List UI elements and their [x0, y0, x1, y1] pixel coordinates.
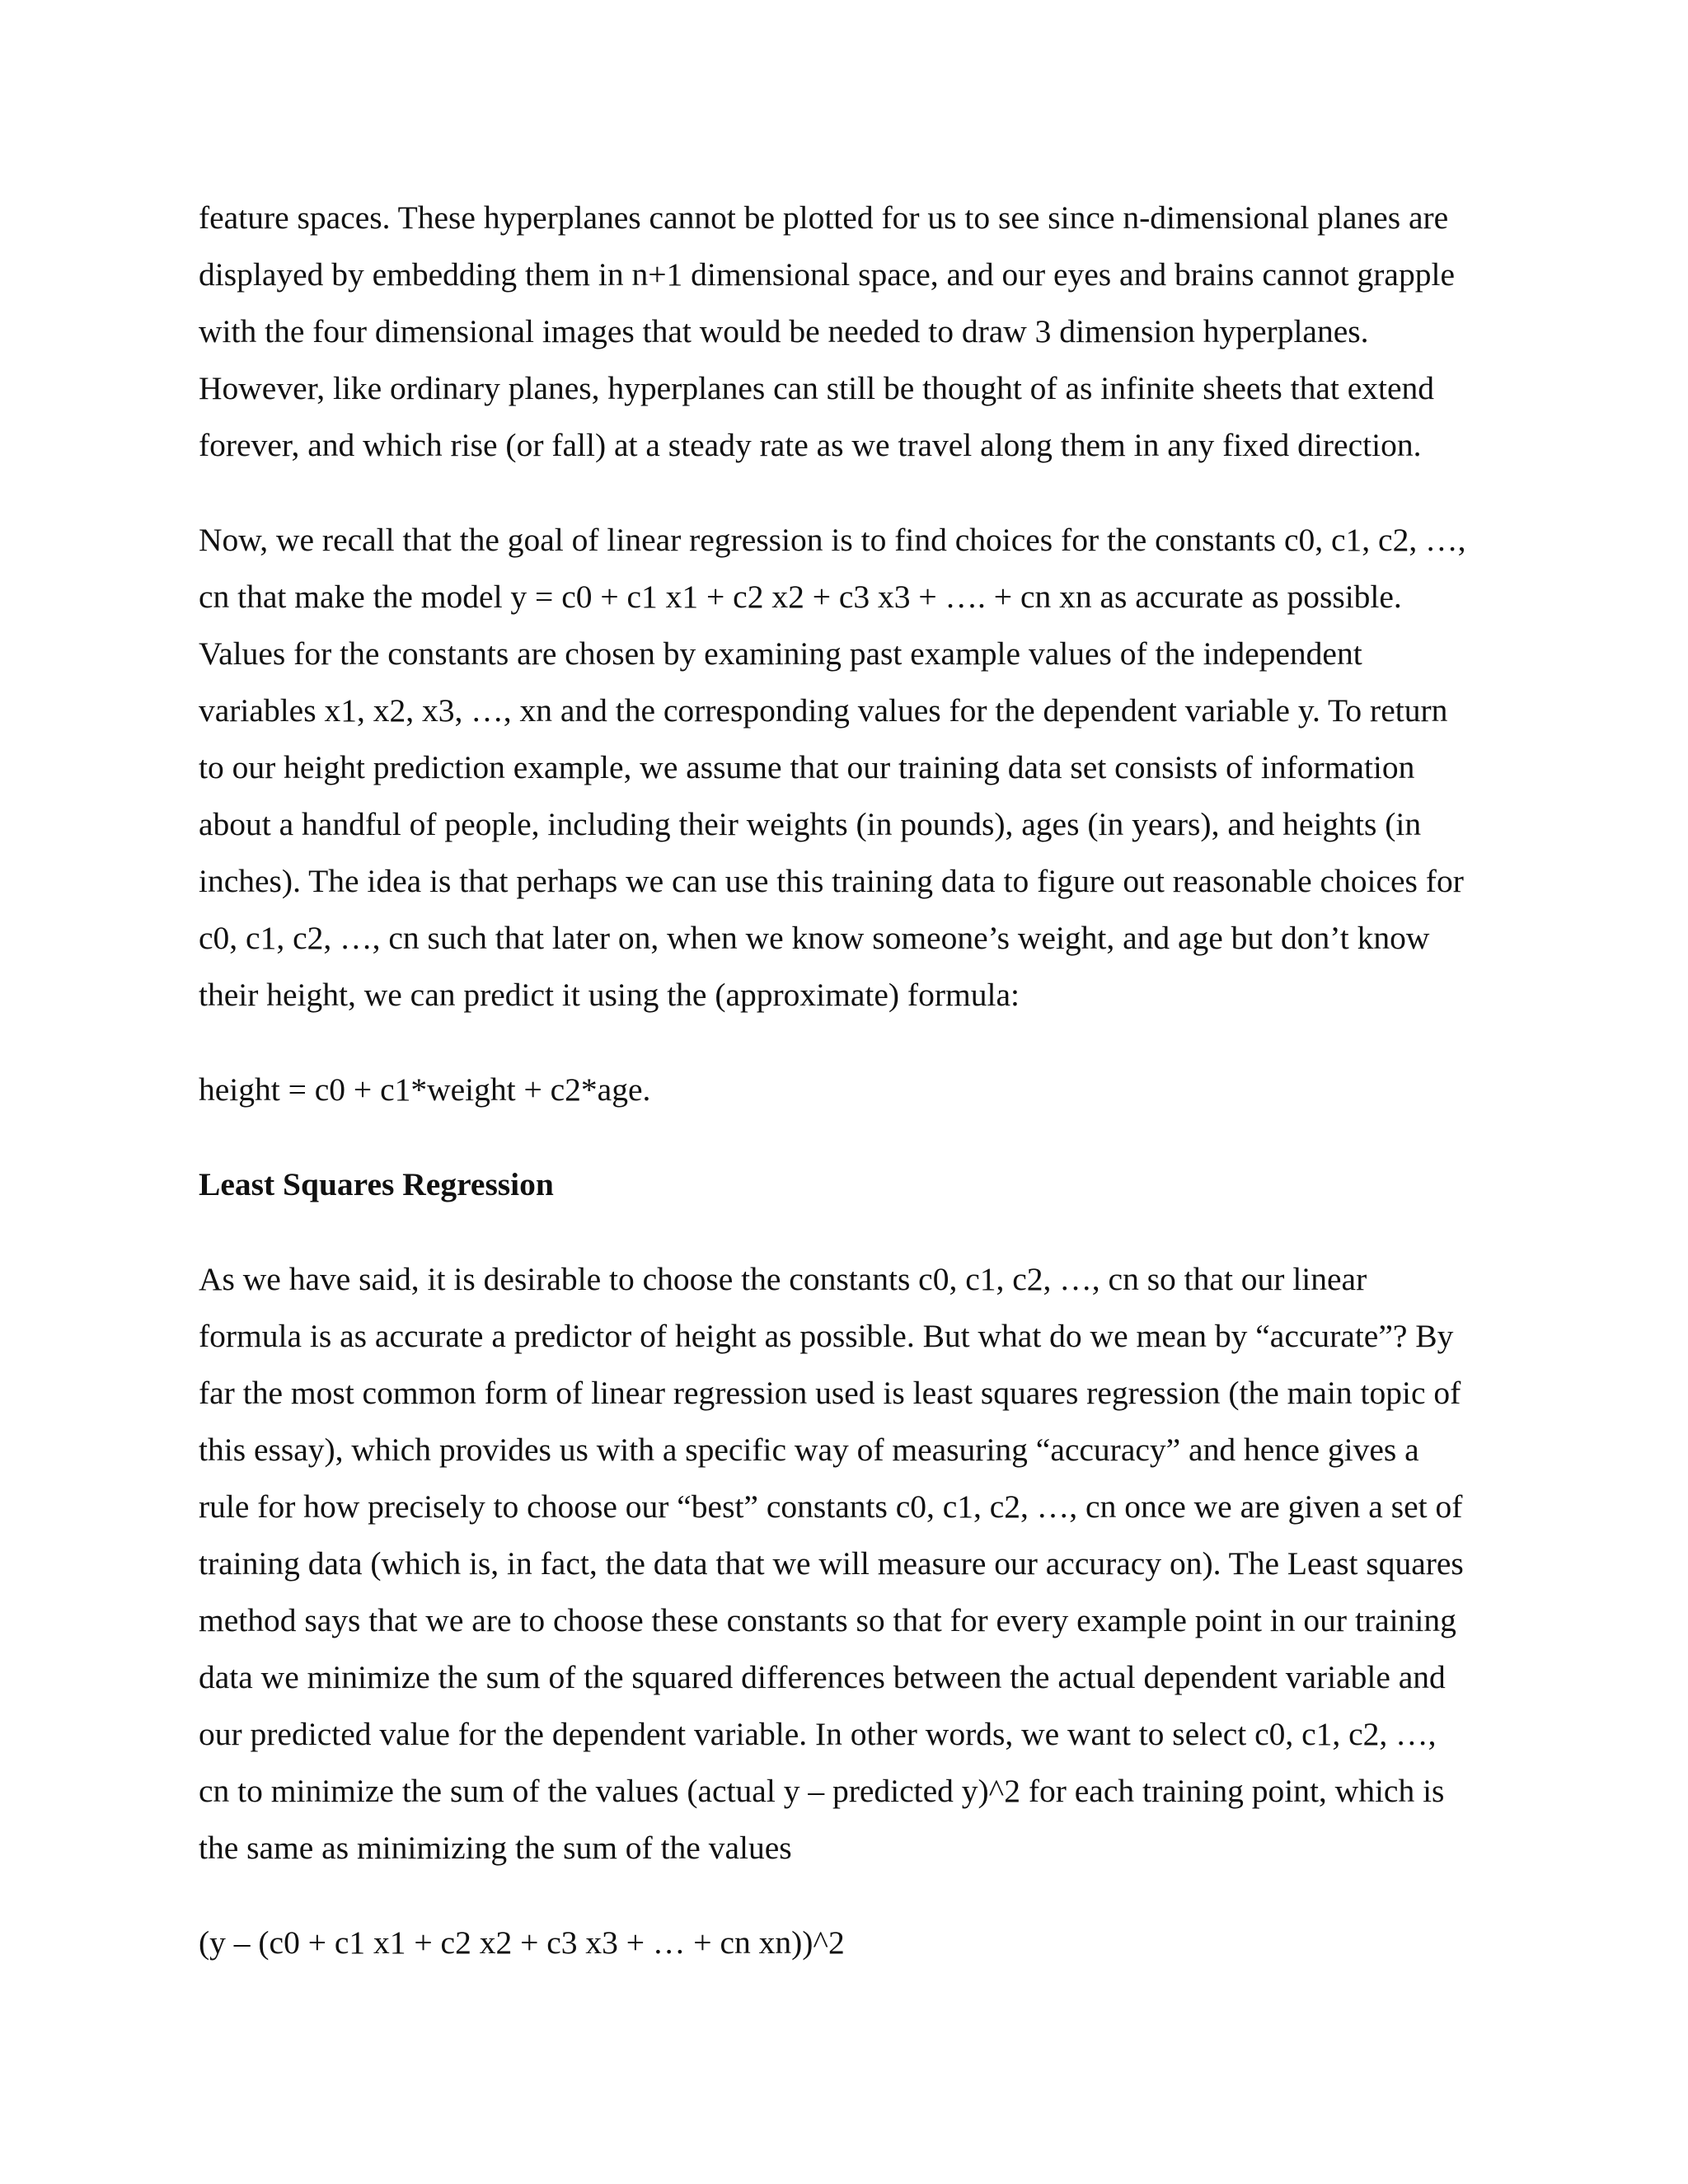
paragraph-linear-regression-goal: [199, 512, 1501, 1024]
text-line: our predicted value for the dependent variable. In other words, we want to select c0, c1, c2, …,: [199, 1716, 1437, 1752]
section-heading: [199, 1156, 1501, 1213]
text-line: cn that make the model y = c0 + c1 x1 + c2 x2 + c3 x3 + …. + cn xn as accurate as possible.: [199, 579, 1402, 615]
paragraph-hyperplanes: [199, 190, 1501, 474]
text-line: far the most common form of linear regression used is least squares regression (the main topic of: [199, 1375, 1461, 1411]
document-body: [199, 190, 1501, 2009]
text-line: with the four dimensional images that would be needed to draw 3 dimension hyperplanes.: [199, 313, 1369, 349]
text-line: feature spaces. These hyperplanes cannot be plotted for us to see since n-dimensional planes are: [199, 199, 1449, 236]
text-line: to our height prediction example, we assume that our training data set consists of information: [199, 749, 1415, 785]
formula-text: (y – (c0 + c1 x1 + c2 x2 + c3 x3 + … + cn xn))^2: [199, 1924, 845, 1961]
heading-text: Least Squares Regression: [199, 1166, 554, 1202]
text-line: forever, and which rise (or fall) at a steady rate as we travel along them in any fixed direction.: [199, 427, 1422, 463]
text-line: c0, c1, c2, …, cn such that later on, when we know someone’s weight, and age but don’t know: [199, 920, 1430, 956]
text-line: inches). The idea is that perhaps we can use this training data to figure out reasonable choices for: [199, 863, 1464, 899]
text-line: data we minimize the sum of the squared differences between the actual dependent variable and: [199, 1659, 1446, 1695]
text-line: method says that we are to choose these constants so that for every example point in our training: [199, 1602, 1456, 1638]
paragraph-least-squares: [199, 1251, 1501, 1877]
text-line: Values for the constants are chosen by examining past example values of the independent: [199, 635, 1362, 672]
text-line: their height, we can predict it using the (approximate) formula:: [199, 977, 1020, 1013]
formula-height: [199, 1062, 1501, 1118]
text-line: variables x1, x2, x3, …, xn and the corresponding values for the dependent variable y. To return: [199, 692, 1448, 729]
text-line: Now, we recall that the goal of linear regression is to find choices for the constants c0, c1, c2, …,: [199, 522, 1466, 558]
text-line: this essay), which provides us with a specific way of measuring “accuracy” and hence gives a: [199, 1432, 1419, 1468]
text-line: cn to minimize the sum of the values (actual y – predicted y)^2 for each training point, which is: [199, 1773, 1445, 1809]
text-line: As we have said, it is desirable to choose the constants c0, c1, c2, …, cn so that our linear: [199, 1261, 1367, 1297]
text-line: training data (which is, in fact, the data that we will measure our accuracy on). The Least squares: [199, 1545, 1464, 1582]
text-line: the same as minimizing the sum of the values: [199, 1830, 792, 1866]
text-line: rule for how precisely to choose our “best” constants c0, c1, c2, …, cn once we are given a set of: [199, 1488, 1463, 1525]
formula-text: height = c0 + c1*weight + c2*age.: [199, 1071, 651, 1108]
formula-squared-error: [199, 1915, 1501, 1971]
text-line: formula is as accurate a predictor of height as possible. But what do we mean by “accurate”? By: [199, 1318, 1454, 1354]
text-line: However, like ordinary planes, hyperplanes can still be thought of as infinite sheets that extend: [199, 370, 1434, 406]
text-line: displayed by embedding them in n+1 dimensional space, and our eyes and brains cannot grapple: [199, 256, 1455, 293]
text-line: about a handful of people, including their weights (in pounds), ages (in years), and heights (in: [199, 806, 1422, 842]
